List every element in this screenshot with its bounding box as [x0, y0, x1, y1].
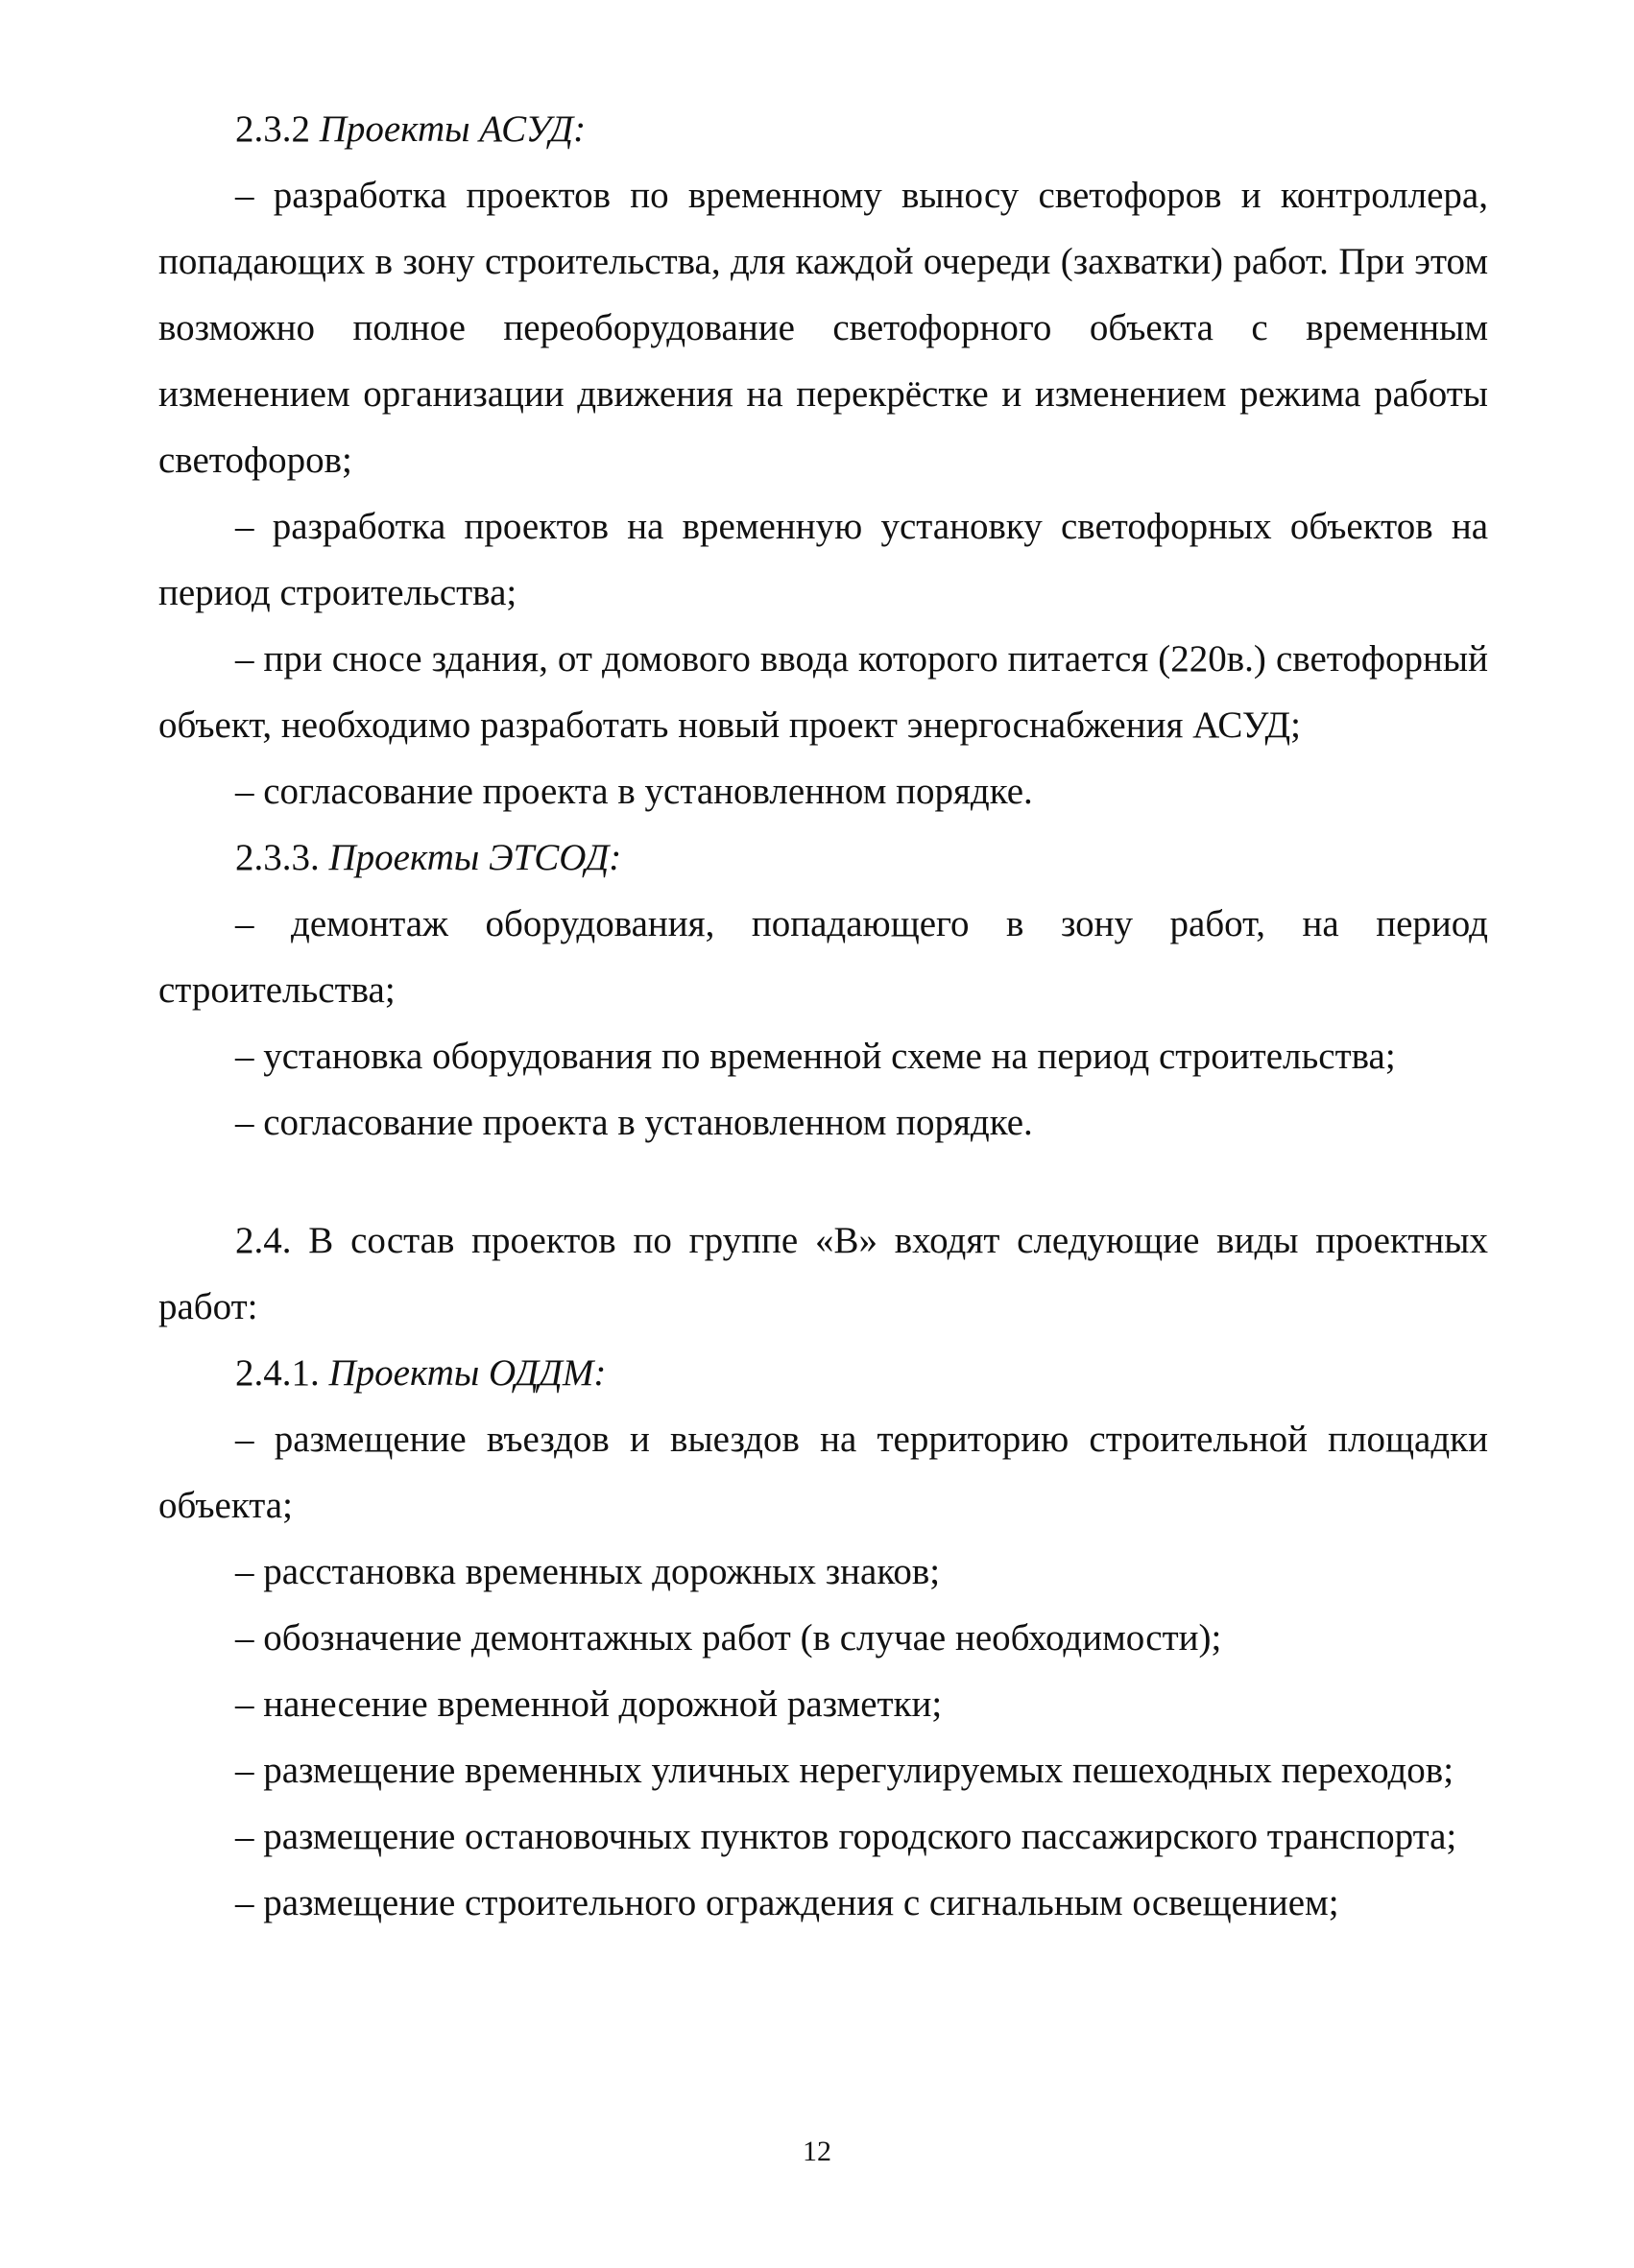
section-intro-2-4: 2.4. В состав проектов по группе «В» входят следующие виды проектных работ: [158, 1220, 1488, 1327]
list-item: – согласование проекта в установленном порядке. [235, 1102, 1033, 1143]
list-item: – установка оборудования по временной схеме на период строительства; [235, 1036, 1396, 1077]
list-item: – согласование проекта в установленном порядке. [235, 771, 1033, 812]
heading-title: Проекты ОДДМ: [328, 1352, 607, 1394]
heading-number: 2.3.3. [235, 837, 320, 878]
section-gap [158, 1156, 1488, 1207]
list-item: – размещение остановочных пунктов городского пассажирского транспорта; [235, 1816, 1457, 1857]
heading-title: Проекты АСУД: [319, 108, 587, 150]
list-item: – размещение въездов и выездов на территорию строительной площадки объекта; [158, 1419, 1488, 1526]
section-heading-2-3-2 [158, 96, 1488, 162]
heading-title: Проекты ЭТСОД: [328, 837, 622, 878]
section-heading-2-4-1 [158, 1340, 1488, 1406]
list-item: – размещение строительного ограждения с сигнальным освещением; [235, 1882, 1339, 1923]
list-item: – расстановка временных дорожных знаков; [235, 1551, 941, 1592]
list-item: – разработка проектов по временному выносу светофоров и контроллера, попадающих в зону строительства, для каждой очереди (захватки) работ. При этом возможно полное переоборудование светофорного объекта с временным изменением организации движения на перекрёстке и изменением режима работы светофоров; [158, 175, 1488, 481]
list-item: – при сносе здания, от домового ввода которого питается (220в.) светофорный объект, необходимо разработать новый проект энергоснабжения АСУД; [158, 638, 1488, 746]
list-item: – разработка проектов на временную установку светофорных объектов на период строительства; [158, 506, 1488, 613]
list-item: – демонтаж оборудования, попадающего в зону работ, на период строительства; [158, 903, 1488, 1011]
list-item: – обозначение демонтажных работ (в случае необходимости); [235, 1617, 1222, 1659]
heading-number: 2.3.2 [235, 108, 310, 150]
page-number: 12 [803, 2136, 831, 2167]
list-item: – размещение временных уличных нерегулируемых пешеходных переходов; [235, 1750, 1454, 1791]
section-heading-2-3-3 [158, 824, 1488, 891]
list-item: – нанесение временной дорожной разметки; [235, 1683, 943, 1725]
document-page [158, 96, 1488, 1936]
heading-number: 2.4.1. [235, 1352, 320, 1394]
